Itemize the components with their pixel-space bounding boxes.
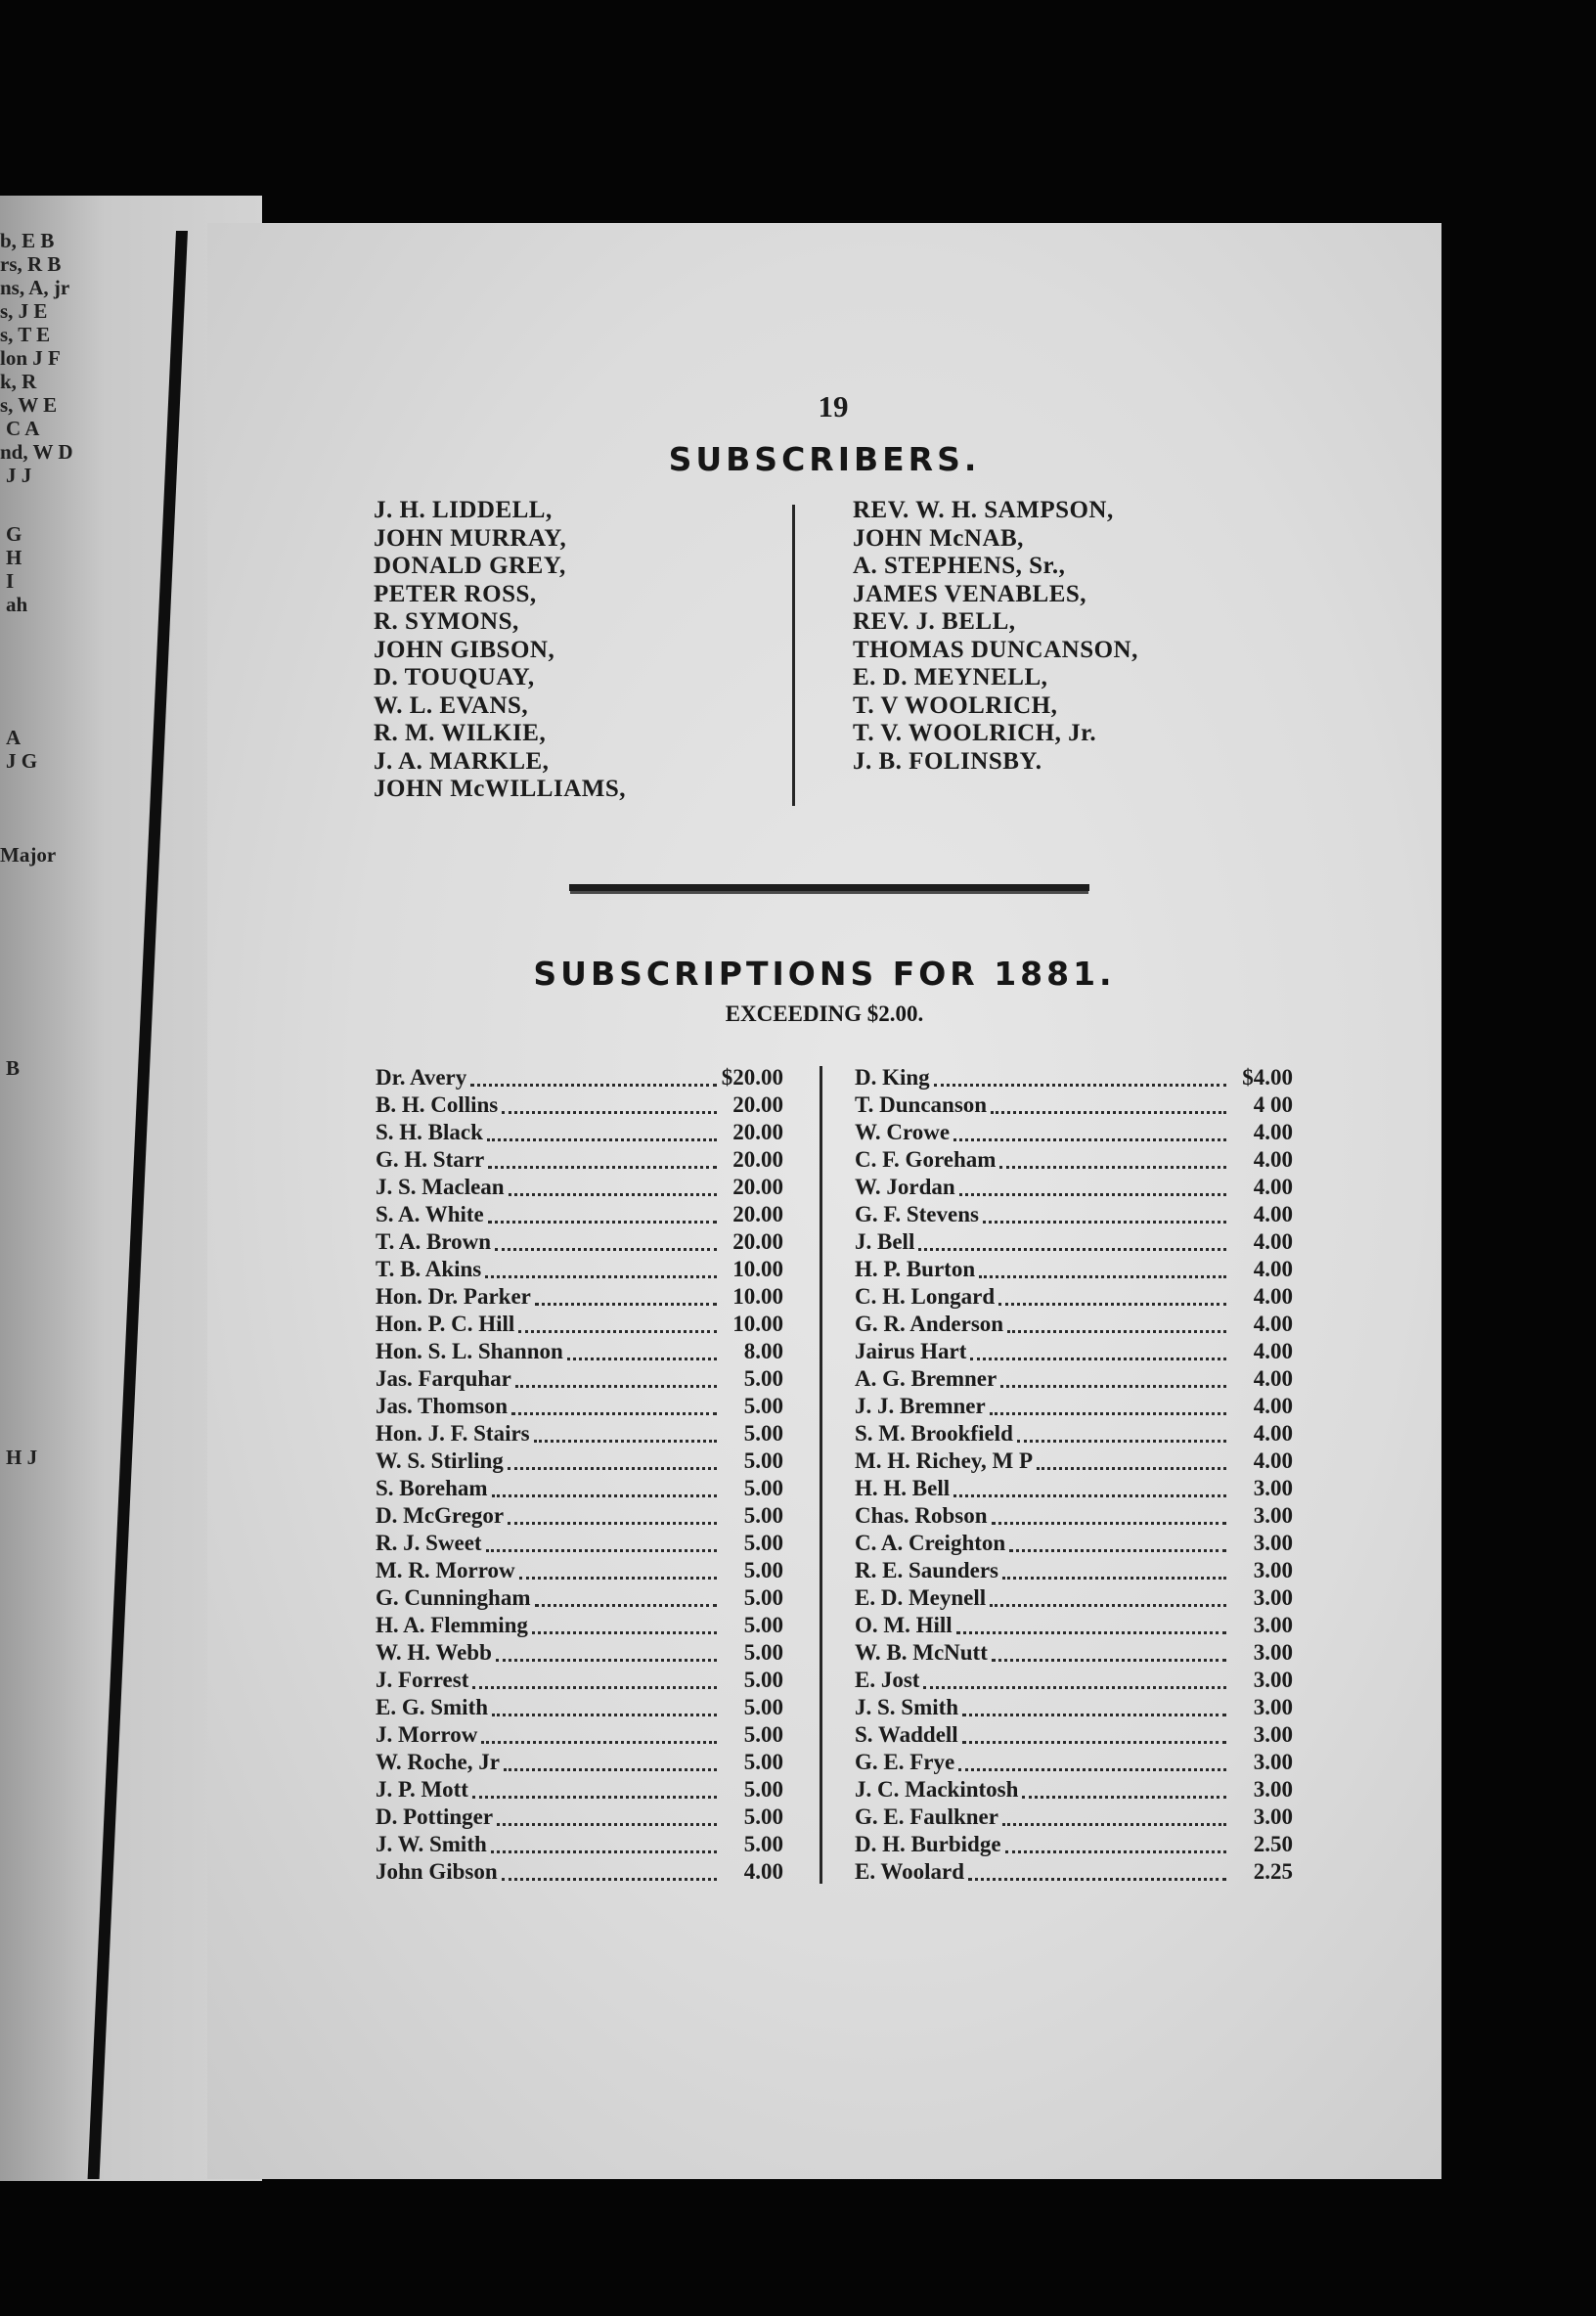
subscription-amount: 3.00 (1253, 1558, 1293, 1582)
dot-leader (487, 1133, 717, 1141)
subscriber-name: G. H. Starr (376, 1147, 485, 1172)
subscriber-name: M. R. Morrow (376, 1558, 515, 1582)
dot-leader (934, 1078, 1226, 1087)
subscriber-name: D. McGregor (376, 1503, 505, 1528)
subscription-row (855, 1584, 1293, 1612)
subscriber-name: W. L. EVANS, (374, 691, 529, 719)
subscriber-name: J. Bell (855, 1229, 915, 1254)
subscription-amount: 4.00 (1253, 1394, 1293, 1418)
facing-page-text-fragment: ns, A, jr (0, 276, 70, 299)
facing-page-text-fragment: C A (6, 417, 40, 440)
dot-leader (472, 1790, 717, 1799)
dot-leader (481, 1735, 717, 1744)
facing-page-text-fragment: rs, R B (0, 252, 62, 276)
subscription-row (376, 1721, 783, 1749)
subscription-row (376, 1639, 783, 1667)
subscriber-name: A. STEPHENS, Sr., (853, 553, 1066, 579)
subscription-amount: 3.00 (1253, 1613, 1293, 1637)
section-rule (569, 884, 1089, 891)
subscription-amount: 4.00 (1253, 1339, 1293, 1363)
dot-leader (1002, 1571, 1226, 1580)
subscription-amount: $4.00 (1242, 1065, 1293, 1090)
subscriber-name: J. Forrest (376, 1668, 469, 1692)
subscription-row (855, 1721, 1293, 1749)
subscriber-name: R. SYMONS, (374, 608, 519, 635)
subscriber-name: T. B. Akins (376, 1257, 482, 1281)
subscription-amount: 4.00 (743, 1859, 783, 1884)
subscription-row (855, 1338, 1293, 1365)
dot-leader (923, 1680, 1226, 1689)
facing-page-text-fragment: k, R (0, 370, 37, 393)
subscriber-name: W. Crowe (855, 1120, 951, 1144)
facing-page-text-fragment: lon J F (0, 346, 61, 370)
subscription-amount: 4.00 (1253, 1284, 1293, 1309)
facing-page-text-fragment: G (6, 522, 22, 546)
subscriptions-right-list (855, 1064, 1293, 1886)
subscription-amount: 20.00 (732, 1120, 783, 1144)
subscriber-name: S. Waddell (855, 1722, 958, 1747)
subscriber-name: D. Pottinger (376, 1804, 494, 1829)
subscription-row (376, 1776, 783, 1804)
subscriber-name: S. Boreham (376, 1476, 488, 1500)
subscriber-name: Hon. J. F. Stairs (376, 1421, 530, 1446)
subscriber-name: Dr. Avery (376, 1065, 467, 1090)
subscriber-name: J. Morrow (376, 1722, 478, 1747)
document-page (207, 223, 1441, 2179)
subscription-row (855, 1064, 1293, 1091)
subscription-row (376, 1420, 783, 1448)
subscriber-name: G. R. Anderson (855, 1312, 1004, 1336)
subscriber-name: C. A. Creighton (855, 1531, 1006, 1555)
subscriber-name: J. S. Maclean (376, 1175, 505, 1199)
dot-leader (953, 1133, 1226, 1141)
subscription-amount: 3.00 (1253, 1695, 1293, 1719)
subscriber-name: JOHN GIBSON, (374, 636, 555, 663)
subscription-row (855, 1146, 1293, 1174)
subscription-row (376, 1858, 783, 1886)
subscription-row (376, 1475, 783, 1502)
subscription-amount: 5.00 (743, 1804, 783, 1829)
subscriber-name: J. J. Bremner (855, 1394, 986, 1418)
dot-leader (535, 1598, 717, 1607)
dot-leader (991, 1105, 1226, 1114)
dot-leader (534, 1434, 717, 1443)
subscription-amount: 20.00 (732, 1175, 783, 1199)
subscriber-name: E. G. Smith (376, 1695, 489, 1719)
subscription-row (376, 1201, 783, 1228)
dot-leader (1000, 1379, 1226, 1388)
subscription-amount: 10.00 (732, 1284, 783, 1309)
subscribers-column-divider (792, 505, 795, 806)
subscription-amount: 4.00 (1253, 1366, 1293, 1391)
subscriber-name: E. D. Meynell (855, 1585, 987, 1610)
subscription-amount: 5.00 (743, 1777, 783, 1802)
subscription-amount: 10.00 (732, 1257, 783, 1281)
subscription-row (855, 1228, 1293, 1256)
subscription-row (376, 1530, 783, 1557)
facing-page-text-fragment: ah (6, 593, 28, 616)
subscription-row (376, 1612, 783, 1639)
subscription-row (855, 1201, 1293, 1228)
subscription-row (855, 1776, 1293, 1804)
subscriber-name: J. P. Mott (376, 1777, 468, 1802)
subscription-row (376, 1365, 783, 1393)
subscription-row (855, 1639, 1293, 1667)
subscriber-name: Chas. Robson (855, 1503, 988, 1528)
subscriber-name: THOMAS DUNCANSON, (853, 636, 1138, 663)
facing-page-text-fragment: H (6, 546, 22, 569)
subscriber-name: E. D. MEYNELL, (853, 664, 1048, 690)
subscription-row (855, 1475, 1293, 1502)
subscription-amount: 5.00 (743, 1394, 783, 1418)
subscription-row (376, 1502, 783, 1530)
subscription-amount: 2.25 (1253, 1859, 1293, 1884)
dot-leader (515, 1379, 717, 1388)
dot-leader (1022, 1790, 1226, 1799)
facing-page-text-fragment: s, W E (0, 393, 58, 417)
subscriber-name: J. H. LIDDELL, (374, 497, 553, 523)
subscription-amount: 2.50 (1253, 1832, 1293, 1856)
subscription-row (376, 1448, 783, 1475)
subscription-amount: 4.00 (1253, 1448, 1293, 1473)
facing-page-text-fragment: B (6, 1056, 21, 1080)
subscription-amount: 3.00 (1253, 1531, 1293, 1555)
dot-leader (992, 1516, 1227, 1525)
subscription-amount: $20.00 (721, 1065, 783, 1090)
subscriber-name: W. Roche, Jr (376, 1750, 500, 1774)
subscription-row (376, 1584, 783, 1612)
dot-leader (968, 1872, 1226, 1881)
subscriber-name: R. J. Sweet (376, 1531, 482, 1555)
subscription-amount: 5.00 (743, 1558, 783, 1582)
dot-leader (959, 1187, 1226, 1196)
subscriber-name: R. M. WILKIE, (374, 720, 547, 746)
dot-leader (497, 1817, 717, 1826)
subscription-row (855, 1804, 1293, 1831)
subscription-amount: 4.00 (1253, 1147, 1293, 1172)
dot-leader (1007, 1324, 1226, 1333)
facing-page-text-fragment: b, E B (0, 229, 55, 252)
subscriptions-subheading: EXCEEDING $2.00. (725, 1002, 924, 1026)
subscription-row (376, 1119, 783, 1146)
subscription-amount: 5.00 (743, 1476, 783, 1500)
dot-leader (492, 1708, 717, 1716)
subscription-row (855, 1393, 1293, 1420)
subscriber-name: O. M. Hill (855, 1613, 953, 1637)
subscriber-name: S. A. White (376, 1202, 484, 1226)
subscription-row (376, 1694, 783, 1721)
dot-leader (508, 1461, 717, 1470)
subscription-row (855, 1365, 1293, 1393)
subscription-row (376, 1146, 783, 1174)
subscription-amount: 5.00 (743, 1722, 783, 1747)
subscription-amount: 4.00 (1253, 1175, 1293, 1199)
subscription-amount: 3.00 (1253, 1640, 1293, 1665)
subscription-row (855, 1283, 1293, 1311)
subscription-amount: 4.00 (1253, 1120, 1293, 1144)
subscriber-name: J. A. MARKLE, (374, 747, 550, 775)
dot-leader (953, 1489, 1226, 1497)
subscription-amount: 20.00 (732, 1147, 783, 1172)
dot-leader (1005, 1845, 1226, 1853)
subscription-amount: 5.00 (743, 1640, 783, 1665)
subscriber-name: J. C. Mackintosh (855, 1777, 1019, 1802)
subscription-amount: 20.00 (732, 1202, 783, 1226)
subscriber-name: JOHN MURRAY, (374, 524, 567, 552)
dot-leader (519, 1571, 717, 1580)
subscriber-name: J. W. Smith (376, 1832, 487, 1856)
subscription-row (855, 1694, 1293, 1721)
subscription-row (376, 1831, 783, 1858)
facing-page-text-fragment: J J (6, 464, 32, 487)
dot-leader (485, 1269, 717, 1278)
dot-leader (567, 1352, 717, 1360)
subscription-row (376, 1064, 783, 1091)
subscriber-name: H. A. Flemming (376, 1613, 528, 1637)
subscriber-name: S. M. Brookfield (855, 1421, 1013, 1446)
subscription-amount: 20.00 (732, 1092, 783, 1117)
subscriber-name: T. V. WOOLRICH, Jr. (853, 720, 1097, 746)
subscription-row (855, 1119, 1293, 1146)
subscription-amount: 5.00 (743, 1366, 783, 1391)
subscriber-name: A. G. Bremner (855, 1366, 998, 1391)
subscription-amount: 5.00 (743, 1832, 783, 1856)
subscription-amount: 3.00 (1253, 1476, 1293, 1500)
subscriber-name: JAMES VENABLES, (853, 580, 1087, 607)
subscribers-heading: SUBSCRIBERS. (668, 440, 981, 478)
subscriber-name: Hon. P. C. Hill (376, 1312, 515, 1336)
subscription-amount: 5.00 (743, 1421, 783, 1446)
subscriber-name: T. V WOOLRICH, (853, 691, 1058, 719)
subscriber-name: J. S. Smith (855, 1695, 959, 1719)
subscription-amount: 4.00 (1253, 1202, 1293, 1226)
subscription-row (376, 1256, 783, 1283)
subscription-amount: 3.00 (1253, 1804, 1293, 1829)
subscription-row (855, 1530, 1293, 1557)
subscriber-name: Hon. S. L. Shannon (376, 1339, 563, 1363)
subscriber-name: Jas. Thomson (376, 1394, 509, 1418)
subscription-amount: 4 00 (1253, 1092, 1293, 1117)
subscriber-name: G. E. Frye (855, 1750, 955, 1774)
subscriber-name: DONALD GREY, (374, 553, 566, 579)
dot-leader (502, 1872, 717, 1881)
subscription-amount: 3.00 (1253, 1585, 1293, 1610)
dot-leader (1017, 1434, 1226, 1443)
dot-leader (983, 1215, 1226, 1224)
facing-page-text-fragment: nd, W D (0, 440, 73, 464)
subscription-amount: 5.00 (743, 1668, 783, 1692)
facing-page-text-fragment: A (6, 726, 22, 749)
subscriber-name: W. B. McNutt (855, 1640, 988, 1665)
subscription-amount: 5.00 (743, 1613, 783, 1637)
subscriber-name: T. A. Brown (376, 1229, 492, 1254)
subscriber-name: M. H. Richey, M P (855, 1448, 1034, 1473)
facing-page-text-fragment: s, T E (0, 323, 51, 346)
subscription-row (376, 1804, 783, 1831)
dot-leader (504, 1762, 717, 1771)
subscriber-name: W. H. Webb (376, 1640, 492, 1665)
dot-leader (1009, 1543, 1226, 1552)
dot-leader (998, 1297, 1226, 1306)
subscription-row (855, 1311, 1293, 1338)
dot-leader (970, 1352, 1226, 1360)
subscriber-name: D. King (855, 1065, 930, 1090)
subscriber-name: C. F. Goreham (855, 1147, 997, 1172)
subscription-amount: 3.00 (1253, 1750, 1293, 1774)
dot-leader (488, 1215, 717, 1224)
subscription-row (376, 1228, 783, 1256)
dot-leader (918, 1242, 1226, 1251)
subscription-amount: 20.00 (732, 1229, 783, 1254)
subscriber-name: JOHN McWILLIAMS, (374, 776, 626, 802)
subscription-row (855, 1091, 1293, 1119)
subscriber-name: T. Duncanson (855, 1092, 988, 1117)
subscriber-name: D. TOUQUAY, (374, 664, 535, 690)
dot-leader (508, 1516, 717, 1525)
subscriber-name: R. E. Saunders (855, 1558, 998, 1582)
subscription-row (376, 1311, 783, 1338)
subscription-row (376, 1667, 783, 1694)
subscriber-name: REV. J. BELL, (853, 608, 1016, 635)
subscriber-name: E. Woolard (855, 1859, 965, 1884)
subscribers-left-column (374, 497, 626, 804)
subscriber-name: E. Jost (855, 1668, 920, 1692)
dot-leader (472, 1680, 717, 1689)
subscription-row (376, 1283, 783, 1311)
subscriber-name: S. H. Black (376, 1120, 483, 1144)
subscription-amount: 3.00 (1253, 1668, 1293, 1692)
subscription-row (376, 1174, 783, 1201)
subscriber-name: REV. W. H. SAMPSON, (853, 497, 1114, 523)
dot-leader (999, 1160, 1226, 1169)
subscription-row (855, 1420, 1293, 1448)
subscriber-name: JOHN McNAB, (853, 524, 1024, 552)
subscriber-name: W. Jordan (855, 1175, 955, 1199)
dot-leader (488, 1160, 717, 1169)
subscriber-name: C. H. Longard (855, 1284, 996, 1309)
facing-page-text-fragment: J G (6, 749, 38, 773)
dot-leader (532, 1626, 717, 1634)
subscriber-name: PETER ROSS, (374, 580, 537, 607)
subscription-amount: 4.00 (1253, 1257, 1293, 1281)
facing-page-text-fragment: I (6, 569, 15, 593)
subscription-amount: 4.00 (1253, 1312, 1293, 1336)
subscriber-name: G. E. Faulkner (855, 1804, 998, 1829)
subscription-amount: 4.00 (1253, 1229, 1293, 1254)
dot-leader (502, 1105, 717, 1114)
dot-leader (491, 1845, 717, 1853)
dot-leader (518, 1324, 717, 1333)
subscription-row (855, 1448, 1293, 1475)
facing-page-text-fragment: s, J E (0, 299, 48, 323)
subscription-amount: 3.00 (1253, 1777, 1293, 1802)
subscription-amount: 5.00 (743, 1531, 783, 1555)
dot-leader (956, 1626, 1226, 1634)
dot-leader (496, 1653, 717, 1662)
dot-leader (992, 1653, 1226, 1662)
subscriber-name: G. F. Stevens (855, 1202, 979, 1226)
subscription-amount: 5.00 (743, 1448, 783, 1473)
facing-page-text-fragment: H J (6, 1446, 38, 1469)
subscriber-name: W. S. Stirling (376, 1448, 504, 1473)
dot-leader (990, 1598, 1226, 1607)
subscription-amount: 8.00 (743, 1339, 783, 1363)
page-number: 19 (818, 389, 849, 423)
dot-leader (495, 1242, 717, 1251)
subscriber-name: John Gibson (376, 1859, 498, 1884)
dot-leader (486, 1543, 717, 1552)
subscriber-name: Hon. Dr. Parker (376, 1284, 531, 1309)
dot-leader (962, 1708, 1226, 1716)
subscriptions-heading: SUBSCRIPTIONS FOR 1881. (533, 955, 1116, 993)
dot-leader (509, 1187, 717, 1196)
subscription-amount: 5.00 (743, 1695, 783, 1719)
subscriptions-column-divider (820, 1066, 822, 1884)
dot-leader (979, 1269, 1226, 1278)
subscription-row (855, 1612, 1293, 1639)
subscription-amount: 3.00 (1253, 1722, 1293, 1747)
subscription-amount: 10.00 (732, 1312, 783, 1336)
subscription-row (855, 1749, 1293, 1776)
subscription-amount: 3.00 (1253, 1503, 1293, 1528)
subscription-row (855, 1667, 1293, 1694)
subscriber-name: J. B. FOLINSBY. (853, 747, 1042, 775)
dot-leader (470, 1078, 717, 1087)
subscription-row (376, 1338, 783, 1365)
subscription-amount: 5.00 (743, 1585, 783, 1610)
subscription-row (376, 1557, 783, 1584)
subscription-row (376, 1749, 783, 1776)
subscription-row (376, 1393, 783, 1420)
subscriber-name: D. H. Burbidge (855, 1832, 1001, 1856)
dot-leader (962, 1735, 1226, 1744)
subscription-row (855, 1256, 1293, 1283)
dot-leader (990, 1406, 1226, 1415)
dot-leader (958, 1762, 1226, 1771)
subscription-row (855, 1557, 1293, 1584)
subscription-row (376, 1091, 783, 1119)
dot-leader (492, 1489, 717, 1497)
subscription-row (855, 1174, 1293, 1201)
dot-leader (535, 1297, 717, 1306)
subscriber-name: H. H. Bell (855, 1476, 951, 1500)
subscription-amount: 5.00 (743, 1750, 783, 1774)
subscription-amount: 4.00 (1253, 1421, 1293, 1446)
subscriber-name: Jairus Hart (855, 1339, 967, 1363)
dot-leader (1002, 1817, 1226, 1826)
subscription-row (855, 1858, 1293, 1886)
subscriber-name: Jas. Farquhar (376, 1366, 511, 1391)
subscribers-right-column (853, 497, 1138, 776)
subscriber-name: H. P. Burton (855, 1257, 976, 1281)
subscriptions-left-list (376, 1064, 783, 1886)
subscriber-name: G. Cunningham (376, 1585, 531, 1610)
subscription-amount: 5.00 (743, 1503, 783, 1528)
dot-leader (511, 1406, 717, 1415)
subscriber-name: B. H. Collins (376, 1092, 499, 1117)
dot-leader (1037, 1461, 1226, 1470)
subscription-row (855, 1502, 1293, 1530)
subscription-row (855, 1831, 1293, 1858)
facing-page-text-fragment: Major (0, 843, 57, 867)
